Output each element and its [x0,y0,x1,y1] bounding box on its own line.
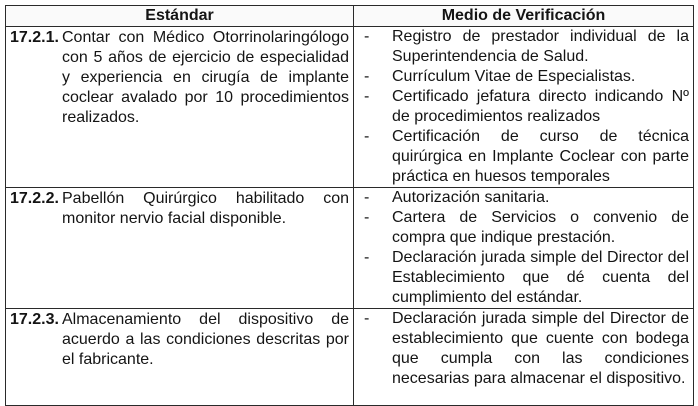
bullet-dash: - [364,128,370,145]
bullet-dash: - [364,189,370,206]
standard-cell [6,188,354,309]
standard-number: 17.2.2. [10,190,59,207]
list-item [364,248,689,308]
list-item [364,87,689,127]
bullet-dash: - [364,310,370,327]
standard-text: Contar con Médico Otorrinolaringólogo con 5 años de ejercicio de especialidad y experiencia en cirugía de implante coclear avalado por 10 procedimientos realizados. [62,29,349,126]
verification-cell [354,188,694,309]
header-verification: Medio de Verificación [354,6,694,27]
verification-item: Certificación de curso de técnica quirúrgica en Implante Coclear con parte práctica en huesos temporales [392,128,689,185]
table-row [6,188,694,309]
standard-text: Almacenamiento del dispositivo de acuerdo a las condiciones descritas por el fabricante. [62,311,349,368]
list-item [364,27,689,67]
table-row [6,309,694,406]
standard-cell [6,27,354,188]
bullet-dash: - [364,28,370,45]
bullet-dash: - [364,209,370,226]
standard-number: 17.2.1. [10,29,59,46]
list-item [364,127,689,187]
verification-item: Cartera de Servicios o convenio de compra que indique prestación. [392,209,689,246]
standards-table [5,5,694,406]
bullet-dash: - [364,68,370,85]
verification-item: Autorización sanitaria. [392,189,550,206]
standard-cell [6,309,354,406]
bullet-dash: - [364,88,370,105]
standard-text: Pabellón Quirúrgico habilitado con monitor nervio facial disponible. [62,190,349,227]
verification-cell [354,309,694,406]
list-item [364,309,689,389]
standard-number: 17.2.3. [10,311,59,328]
verification-item: Certificado jefatura directo indicando Nº de procedimientos realizados [392,88,689,125]
verification-item: Declaración jurada simple del Director de establecimiento que cuente con bodega que cumpla con las condiciones necesarias para almacenar el dispositivo. [392,310,689,387]
list-item [364,67,689,87]
verification-cell [354,27,694,188]
list-item [364,208,689,248]
table-row [6,27,694,188]
verification-item: Currículum Vitae de Especialistas. [392,68,636,85]
table-header-row [6,6,694,27]
list-item [364,188,689,208]
verification-item: Registro de prestador individual de la Superintendencia de Salud. [392,28,689,65]
header-standard: Estándar [6,6,354,27]
verification-item: Declaración jurada simple del Director del Establecimiento que dé cuenta del cumplimiento del estándar. [392,249,689,306]
bullet-dash: - [364,249,370,266]
